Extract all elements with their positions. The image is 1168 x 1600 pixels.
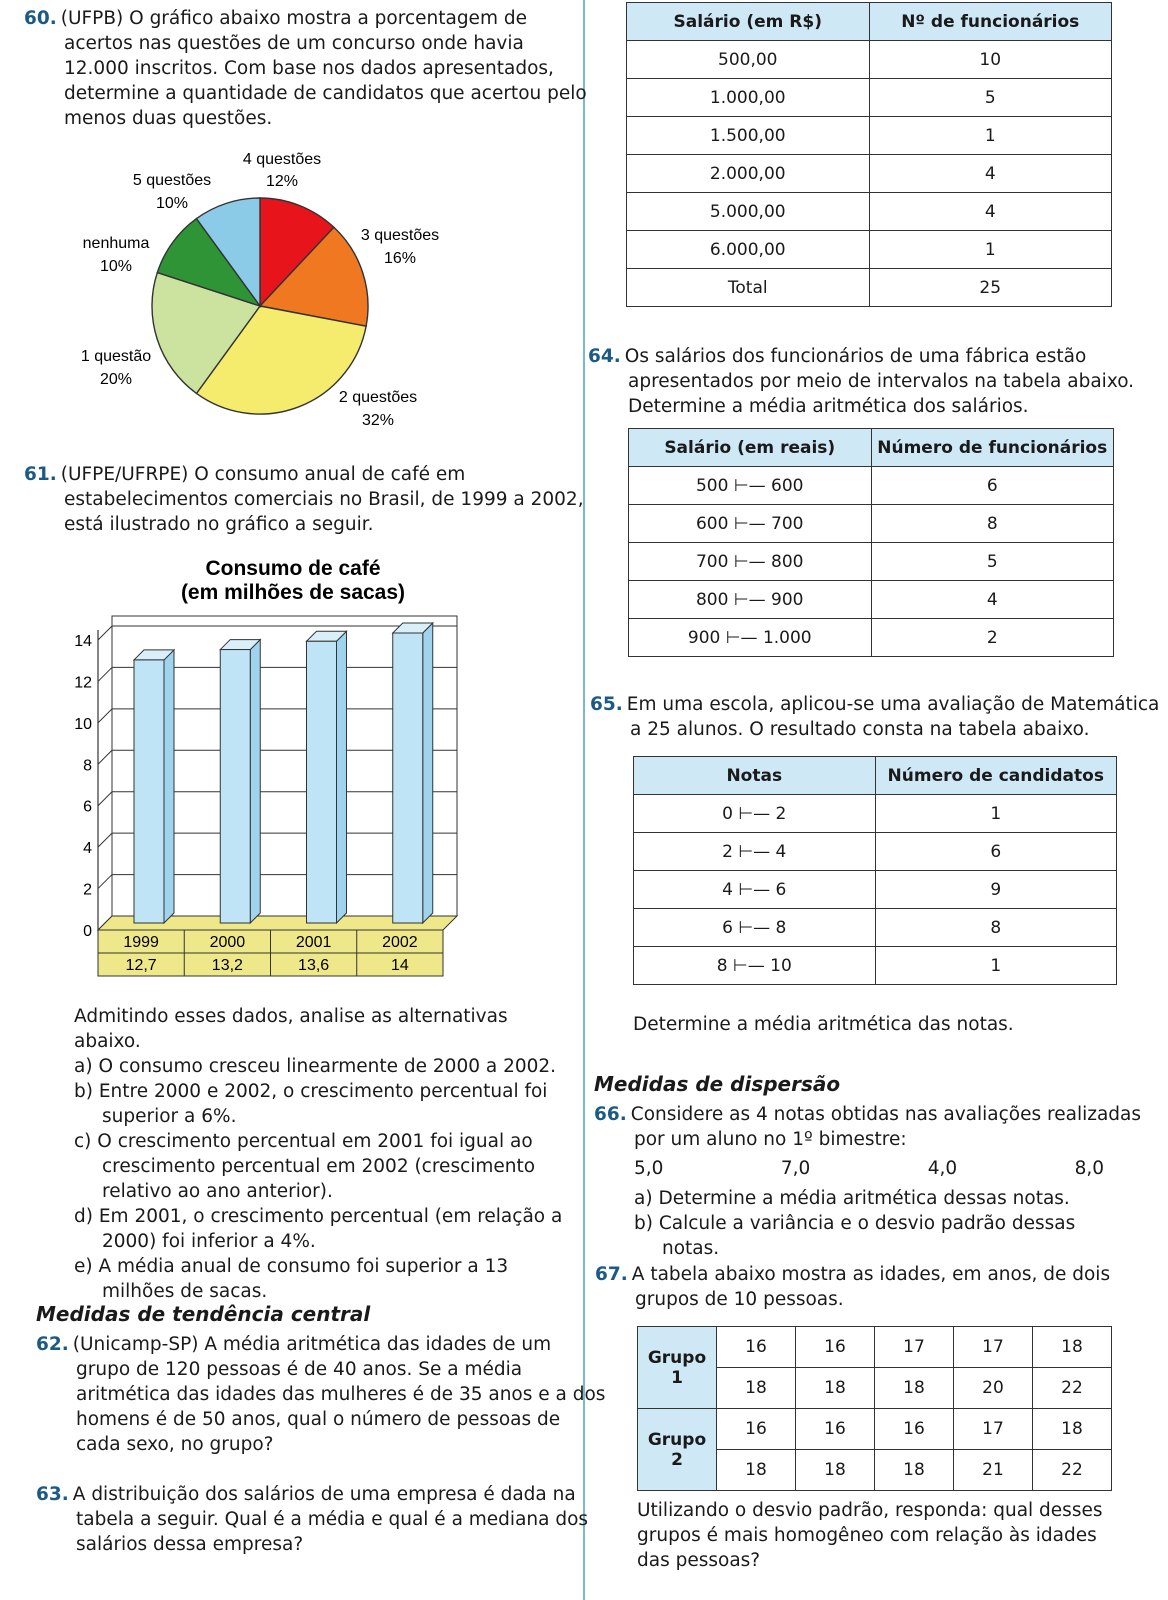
table-cell: 1.000,00 — [627, 79, 870, 117]
table-cell: 8 ⊢— 10 — [634, 947, 876, 985]
question-text: (Unicamp-SP) A média aritmética das idades de um grupo de 120 pessoas é de 40 anos. Se a média aritmética das idades das mulheres é de 35 anos e a dos homens é de 50 anos, qual o número de pessoas de cada sexo, no grupo? — [72, 1334, 606, 1455]
question-text: Em uma escola, aplicou-se uma avaliação de Matemática a 25 alunos. O resultado consta na tabela abaixo. — [626, 694, 1160, 740]
group-label: Grupo 2 — [638, 1409, 717, 1491]
column-header: Salário (em reais) — [629, 429, 872, 467]
question-text: Considere as 4 notas obtidas nas avaliações realizadas por um aluno no 1º bimestre: — [630, 1104, 1141, 1150]
table-row — [634, 795, 1117, 833]
question-number: 67. — [595, 1264, 628, 1285]
table-cell: 6 — [871, 467, 1114, 505]
table-cell: 600 ⊢— 700 — [629, 505, 872, 543]
table-cell: 4 ⊢— 6 — [634, 871, 876, 909]
table-cell: 6 — [875, 833, 1117, 871]
pie-slice-label: 2 questões — [338, 389, 418, 406]
data-label: 13,6 — [298, 957, 330, 974]
y-tick-label: 14 — [74, 633, 92, 650]
table-cell: 1.500,00 — [627, 117, 870, 155]
question-text: A distribuição dos salários de uma empresa é dada na tabela a seguir. Qual é a média e qual é a mediana dos salários dessa empresa? — [72, 1484, 589, 1555]
age-cell: 18 — [796, 1450, 875, 1491]
x-category-label: 2002 — [382, 934, 418, 951]
gridline-side — [98, 833, 112, 847]
table-row — [627, 79, 1112, 117]
alternative-text: Em 2001, o crescimento percentual (em relação a 2000) foi inferior a 4%. — [98, 1206, 563, 1252]
pie-slice-percent: 10% — [99, 258, 133, 275]
age-cell: 18 — [875, 1450, 954, 1491]
gridline-side — [98, 792, 112, 806]
alternative-e — [74, 1254, 569, 1304]
grade-value: 4,0 — [927, 1158, 958, 1179]
grade-value: 5,0 — [634, 1158, 664, 1179]
question-text: (UFPB) O gráfico abaixo mostra a porcentagem de acertos nas questões de um concurso onde havia 12.000 inscritos. Com base nos dados apresentados, determine a quantidade de candidatos que acertou pelo menos duas questões. — [60, 8, 587, 129]
pie-slice-label: 4 questões — [242, 151, 322, 168]
age-cell: 18 — [796, 1368, 875, 1409]
age-cell: 16 — [796, 1409, 875, 1450]
pie-slice-label: 1 questão — [80, 348, 152, 365]
alternative-text: O crescimento percentual em 2001 foi igual ao crescimento percentual em 2002 (crescimento relativo ao ano anterior). — [97, 1131, 536, 1202]
alternative-text: O consumo cresceu linearmente de 2000 a 2002. — [98, 1056, 557, 1077]
table-row — [629, 543, 1114, 581]
age-cell: 18 — [717, 1368, 796, 1409]
table-row — [634, 833, 1117, 871]
chart-title: Consumo de café — [205, 557, 381, 580]
pie-chart — [60, 148, 460, 438]
question-text: A tabela abaixo mostra as idades, em anos, de dois grupos de 10 pessoas. — [631, 1264, 1111, 1310]
question-64 — [588, 344, 1158, 419]
item-a: a) Determine a média aritmética dessas notas. — [634, 1188, 1070, 1209]
question-67 — [595, 1262, 1165, 1312]
age-cell: 16 — [875, 1409, 954, 1450]
table-row — [629, 467, 1114, 505]
table-cell: 5 — [871, 543, 1114, 581]
table-row — [634, 871, 1117, 909]
y-tick-label: 6 — [83, 798, 92, 816]
grades-table — [633, 756, 1117, 985]
question-60 — [24, 6, 594, 131]
alternative-letter: b) — [74, 1081, 93, 1102]
question-67-instruction: Utilizando o desvio padrão, responda: qual desses grupos é mais homogêneo com relação às idades das pessoas? — [637, 1500, 1103, 1571]
age-cell: 18 — [1033, 1409, 1112, 1450]
age-cell: 17 — [875, 1327, 954, 1368]
data-label: 13,2 — [211, 957, 243, 974]
table-row — [627, 155, 1112, 193]
table-cell: 800 ⊢— 900 — [629, 581, 872, 619]
table-cell: 0 ⊢— 2 — [634, 795, 876, 833]
pie-slice-percent: 12% — [265, 173, 299, 190]
pie-slice-label: 3 questões — [360, 227, 440, 244]
question-62 — [36, 1332, 606, 1457]
pie-slice-percent: 20% — [99, 371, 133, 388]
question-number: 62. — [36, 1334, 69, 1355]
y-tick-label: 0 — [83, 923, 92, 940]
bar — [134, 660, 164, 923]
alternative-text: A média anual de consumo foi superior a 13 milhões de sacas. — [98, 1256, 509, 1302]
table-cell: 2.000,00 — [627, 155, 870, 193]
gridline-side — [98, 667, 112, 681]
table-row — [627, 117, 1112, 155]
column-header: Salário (em R$) — [627, 3, 870, 41]
table-cell: 8 — [875, 909, 1117, 947]
question-number: 64. — [588, 346, 621, 367]
age-cell: 16 — [717, 1409, 796, 1450]
table-cell: Total — [627, 269, 870, 307]
table-cell: 6.000,00 — [627, 231, 870, 269]
question-61 — [24, 462, 599, 537]
bar-side — [423, 623, 433, 923]
question-65-instruction: Determine a média aritmética das notas. — [633, 1014, 1014, 1035]
y-tick-label: 8 — [83, 757, 92, 775]
x-category-label: 2001 — [295, 934, 332, 951]
age-cell: 16 — [796, 1327, 875, 1368]
question-61-alternatives — [74, 1004, 569, 1304]
bar — [220, 650, 250, 923]
table-cell: 2 — [871, 619, 1114, 657]
table-cell: 900 ⊢— 1.000 — [629, 619, 872, 657]
alternative-d — [74, 1204, 569, 1254]
age-cell: 21 — [954, 1450, 1033, 1491]
age-cell: 17 — [954, 1327, 1033, 1368]
table-cell: 25 — [869, 269, 1112, 307]
chart-subtitle: (em milhões de sacas) — [180, 581, 406, 604]
question-number: 60. — [24, 8, 57, 29]
table-cell: 1 — [869, 117, 1112, 155]
bar-side — [337, 631, 347, 923]
pie-slice-percent: 32% — [361, 412, 395, 429]
table-cell: 9 — [875, 871, 1117, 909]
table-row — [629, 505, 1114, 543]
group-label: Grupo 1 — [638, 1327, 717, 1409]
table-cell: 5 — [869, 79, 1112, 117]
age-cell: 18 — [875, 1368, 954, 1409]
age-cell: 18 — [717, 1450, 796, 1491]
pie-slice-label: nenhuma — [82, 235, 150, 252]
gridline-side — [98, 750, 112, 764]
y-tick-label: 10 — [74, 715, 92, 733]
table-cell: 10 — [869, 41, 1112, 79]
table-cell: 6 ⊢— 8 — [634, 909, 876, 947]
alternative-letter: d) — [74, 1206, 93, 1227]
table-row — [627, 41, 1112, 79]
alternative-b — [74, 1079, 569, 1129]
age-cell: 18 — [1033, 1327, 1112, 1368]
table-cell: 4 — [869, 155, 1112, 193]
bar — [393, 633, 423, 923]
table-cell: 2 ⊢— 4 — [634, 833, 876, 871]
grade-values — [634, 1156, 1104, 1181]
y-tick-label: 2 — [83, 881, 92, 899]
data-label: 14 — [390, 957, 409, 974]
pie-slice-percent: 10% — [155, 195, 189, 212]
alternative-c — [74, 1129, 569, 1204]
column-header: Número de funcionários — [871, 429, 1114, 467]
gridline-side — [98, 875, 112, 889]
item-b: b) Calcule a variância e o desvio padrão dessas notas. — [634, 1213, 1076, 1259]
table-cell: 500,00 — [627, 41, 870, 79]
question-63 — [36, 1482, 606, 1557]
question-text: (UFPE/UFRPE) O consumo anual de café em estabelecimentos comerciais no Brasil, de 1999 a 2002, está ilustrado no gráfico a seguir. — [60, 464, 584, 535]
pie-slice-label: 5 questões — [132, 172, 212, 189]
bar-side — [164, 650, 174, 923]
column-header: Número de candidatos — [875, 757, 1117, 795]
grade-value: 8,0 — [1074, 1158, 1104, 1179]
ages-table — [637, 1326, 1112, 1491]
table-row — [627, 193, 1112, 231]
section-title-central: Medidas de tendência central — [36, 1302, 371, 1326]
table-cell: 700 ⊢— 800 — [629, 543, 872, 581]
question-text: Os salários dos funcionários de uma fábrica estão apresentados por meio de intervalos na tabela abaixo. Determine a média aritmética dos salários. — [624, 346, 1135, 417]
table-row — [638, 1327, 1112, 1368]
grade-value: 7,0 — [780, 1158, 811, 1179]
bar-side — [250, 640, 260, 923]
table-row — [638, 1409, 1112, 1450]
question-number: 61. — [24, 464, 57, 485]
alternative-letter: a) — [74, 1056, 93, 1077]
table-cell: 8 — [871, 505, 1114, 543]
question-number: 65. — [590, 694, 623, 715]
alternative-letter: c) — [74, 1131, 92, 1152]
age-cell: 16 — [717, 1327, 796, 1368]
age-cell: 20 — [954, 1368, 1033, 1409]
table-row — [629, 619, 1114, 657]
salary-table — [626, 2, 1112, 307]
pie-slice-percent: 16% — [383, 250, 417, 267]
alternative-a — [74, 1054, 569, 1079]
table-row — [627, 231, 1112, 269]
table-cell: 4 — [869, 193, 1112, 231]
table-cell: 1 — [875, 795, 1117, 833]
question-number: 66. — [594, 1104, 627, 1125]
alternative-text: Entre 2000 e 2002, o crescimento percentual foi superior a 6%. — [98, 1081, 548, 1127]
salary-interval-table — [628, 428, 1114, 657]
age-cell: 22 — [1033, 1368, 1112, 1409]
table-cell: 1 — [875, 947, 1117, 985]
alternative-letter: e) — [74, 1256, 93, 1277]
table-cell: 4 — [871, 581, 1114, 619]
gridline-side — [98, 709, 112, 723]
age-cell: 22 — [1033, 1450, 1112, 1491]
x-category-label: 1999 — [123, 934, 159, 951]
bar-chart — [58, 555, 488, 985]
question-65 — [590, 692, 1160, 742]
table-cell: 500 ⊢— 600 — [629, 467, 872, 505]
column-header: Notas — [634, 757, 876, 795]
gridline-side — [98, 626, 112, 640]
table-row — [629, 581, 1114, 619]
question-66-items — [634, 1186, 1124, 1261]
bar — [307, 641, 337, 923]
data-label: 12,7 — [125, 957, 157, 974]
question-66 — [594, 1102, 1164, 1152]
table-row — [634, 947, 1117, 985]
table-cell: 5.000,00 — [627, 193, 870, 231]
column-header: Nº de funcionários — [869, 3, 1112, 41]
section-title-dispersion: Medidas de dispersão — [594, 1072, 841, 1096]
y-tick-label: 4 — [83, 840, 92, 858]
age-cell: 17 — [954, 1409, 1033, 1450]
table-row — [634, 909, 1117, 947]
question-number: 63. — [36, 1484, 69, 1505]
table-cell: 1 — [869, 231, 1112, 269]
y-tick-label: 12 — [74, 674, 92, 692]
table-row — [627, 269, 1112, 307]
alternatives-intro: Admitindo esses dados, analise as alternativas abaixo. — [74, 1006, 508, 1052]
x-category-label: 2000 — [209, 934, 246, 951]
